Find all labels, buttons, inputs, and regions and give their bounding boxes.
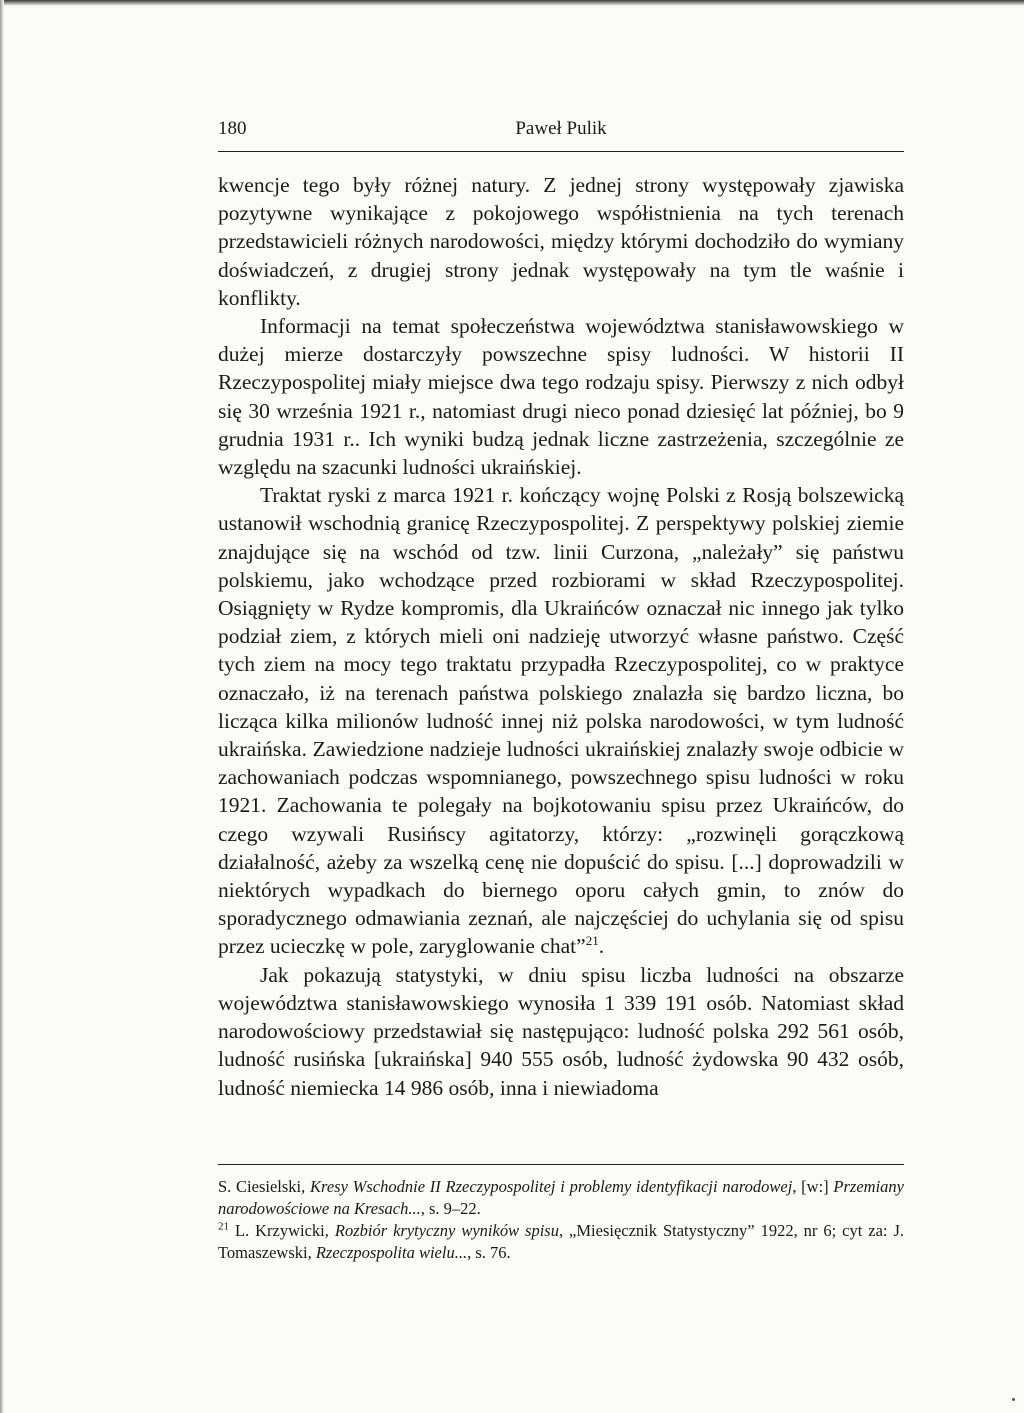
paragraph-2: Informacji na temat społeczeństwa województwa stanisławowskiego w dużej mierze dostarczyły powszechne spisy ludności. W historii II Rzeczypospolitej miały miejsce dwa tego rodzaju spisy. Pierwszy z nich odbył się 30 września 1921 r., natomiast drugi nieco ponad dziesięć lat później, bo 9 grudnia 1931 r.. Ich wyniki budzą jednak liczne zastrzeżenia, szczególnie ze względu na szacunki ludności ukraińskiej.: [218, 314, 904, 480]
footnote-21-end: , s. 76.: [467, 1243, 511, 1262]
paragraph-1: kwencje tego były różnej natury. Z jednej strony występowały zjawiska pozytywne wynikające z pokojowego współistnienia na tych terenach przedstawicieli różnych narodowości, między którymi dochodziło do wymiany doświadczeń, z drugiej strony jednak występowały na tym tle waśnie i konflikty.: [218, 173, 904, 310]
footnote-20-end: , s. 9–22.: [420, 1199, 481, 1218]
header-rule: [218, 151, 904, 152]
footnote-21-book: Rzeczpospolita wielu...: [315, 1243, 468, 1262]
footnote-20-book: Przemiany narodowościowe na Kresach...: [218, 1177, 904, 1218]
footnote-21-number: 21: [218, 1220, 229, 1233]
scan-edge-top: [0, 0, 1024, 6]
footnote-21: [218, 1220, 904, 1264]
footnote-ref-21: 21: [585, 933, 599, 949]
footnote-21-author: L. Krzywicki,: [229, 1221, 335, 1240]
page-number: 180: [218, 118, 247, 139]
scan-speck: [1012, 1398, 1015, 1401]
running-head-author: Paweł Pulik: [515, 118, 607, 139]
footnote-21-mid: , „Miesięcznik Statystyczny” 1922, nr 6; cyt za: J. Tomaszewski,: [218, 1221, 905, 1262]
footnote-20-title: Kresy Wschodnie II Rzeczypospolitej i problemy identyfikacji narodowej: [310, 1177, 793, 1196]
footnote-20-mid: , [w:]: [792, 1177, 834, 1196]
page-header: [218, 118, 904, 148]
paragraph-3-end: .: [598, 934, 605, 959]
footnote-rule: [218, 1164, 904, 1165]
footnote-20: [218, 1176, 904, 1220]
footnotes: [218, 1176, 904, 1264]
paragraph-3: [218, 481, 904, 960]
footnote-21-title: Rozbiór krytyczny wyników spisu: [334, 1221, 559, 1240]
main-text: [218, 171, 904, 1102]
paragraph-3-text: Traktat ryski z marca 1921 r. kończący wojnę Polski z Rosją bolszewicką ustanowił wschodnią granicę Rzeczypospolitej. Z perspektywy polskiej ziemie znajdujące się na wschód od tzw. linii Curzona, „należały” się państwu polskiemu, jako wchodzące przed rozbiorami w skład Rzeczypospolitej. Osiągnięty w Rydze kompromis, dla Ukraińców oznaczał nic innego jak tylko podział ziem, z których mieli oni nadzieję utworzyć własne państwo. Część tych ziem na mocy tego traktatu przypadła Rzeczypospolitej, co w praktyce oznaczało, iż na terenach państwa polskiego znalazła się bardzo liczna, bo licząca kilka milionów ludność innej niż polska narodowości, w tym ludność ukraińska. Zawiedzione nadzieje ludności ukraińskiej znalazły swoje odbicie w zachowaniach podczas wspomnianego, powszechnego spisu ludności w roku 1921. Zachowania te polegały na bojkotowaniu spisu przez Ukraińców, do czego wzywali Rusińscy agitatorzy, którzy: „rozwinęli gorączkową działalność, ażeby za wszelką cenę nie dopuścić do spisu. [...] doprowadzili w niektórych wypadkach do biernego oporu całych gmin, to znów do sporadycznego odmawiania zeznań, ale najczęściej do uchylania się od spisu przez ucieczkę w pole, zaryglowanie chat”: [218, 483, 904, 959]
scan-edge-left: [0, 0, 4, 1413]
paragraph-4: Jak pokazują statystyki, w dniu spisu liczba ludności na obszarze województwa stanisławowskiego wynosiła 1 339 191 osób. Natomiast skład narodowościowy przedstawiał się następująco: ludność polska 292 561 osób, ludność rusińska [ukraińska] 940 555 osób, ludność żydowska 90 432 osób, ludność niemiecka 14 986 osób, inna i niewiadoma: [218, 962, 904, 1100]
footnote-20-author: S. Ciesielski,: [218, 1177, 311, 1196]
